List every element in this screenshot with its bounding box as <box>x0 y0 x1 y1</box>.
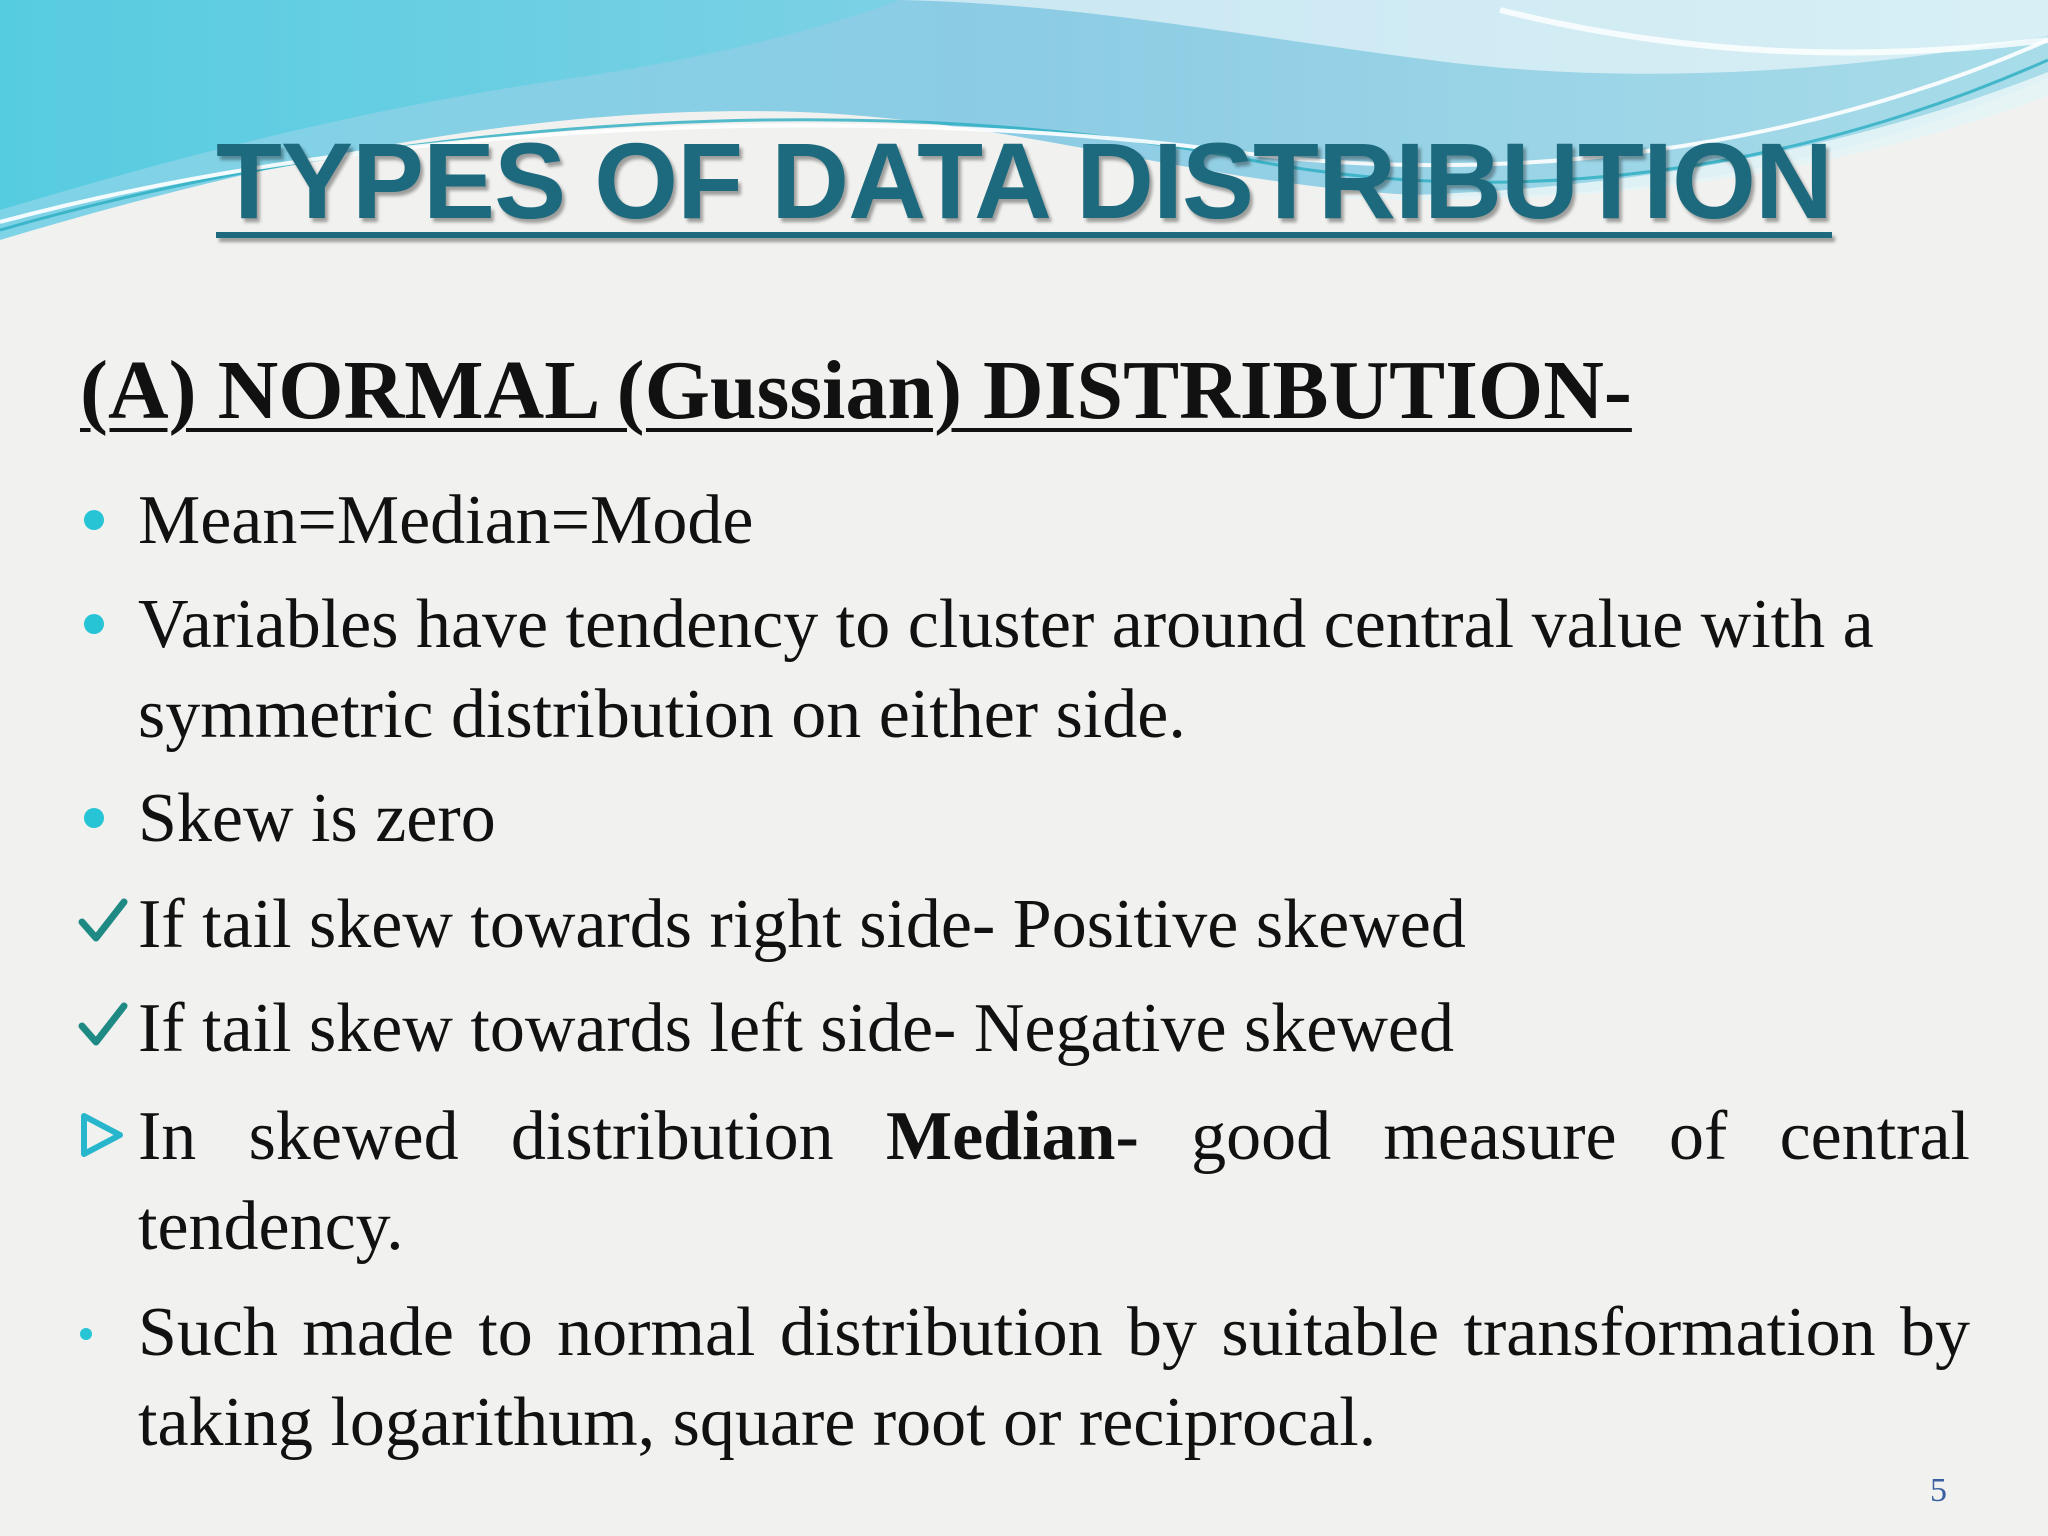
dot-icon <box>84 808 104 828</box>
section-heading: (A) NORMAL (Gussian) DISTRIBUTION- <box>80 344 1632 437</box>
checkmark-icon <box>78 1002 128 1048</box>
bullet-item: If tail skew towards left side- Negative skewed <box>138 990 1454 1067</box>
bullet-text: In skewed distribution <box>138 1098 886 1175</box>
bullet-item: If tail skew towards right side- Positive skewed <box>138 886 1466 963</box>
bullet-text: good measure of central tendency. <box>138 1098 1970 1265</box>
bullet-bold-term: Median- <box>886 1098 1139 1175</box>
bullet-item: Variables have tendency to cluster around central value with a symmetric distribution on either side. <box>138 586 1874 753</box>
arrowhead-icon <box>80 1112 124 1158</box>
dot-icon <box>84 510 104 530</box>
bullet-item <box>138 1092 1970 1272</box>
checkmark-icon <box>78 898 128 944</box>
slide-title-text: TYPES OF DATA DISTRIBUTION <box>216 120 1832 241</box>
bullet-item: Skew is zero <box>138 780 496 857</box>
dot-icon <box>84 614 104 634</box>
slide-title <box>0 118 2048 243</box>
bullet-item: Such made to normal distribution by suitable transformation by taking logarithum, square root or reciprocal. <box>138 1294 1970 1461</box>
bullet-item: Mean=Median=Mode <box>138 482 754 559</box>
page-number: 5 <box>1930 1472 1947 1509</box>
small-dot-icon <box>80 1328 92 1340</box>
